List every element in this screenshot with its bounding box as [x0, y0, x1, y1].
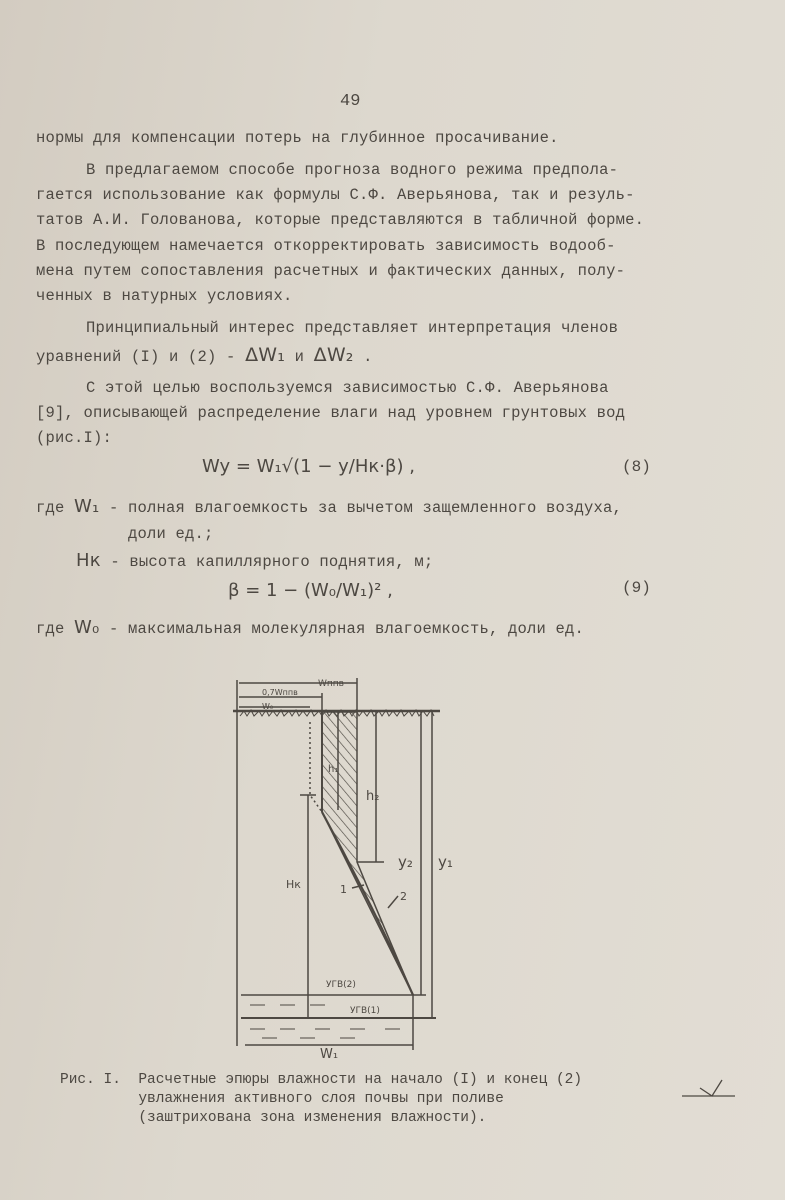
text-line: мена путем сопоставления расчетных и фактических данных, полу-	[36, 262, 626, 280]
equation-number: (9)	[622, 579, 651, 597]
symbol: W₁	[74, 496, 100, 517]
label-hk: Hк	[286, 878, 301, 891]
label-w0: W₀	[262, 702, 274, 711]
text-fragment: уравнений (I) и (2) -	[36, 348, 236, 366]
text-line: татов А.И. Голованова, которые представляются в табличной форме.	[36, 211, 645, 229]
figure-caption-line: увлажнения активного слоя почвы при поливе	[60, 1091, 504, 1107]
text-fragment: - полная влагоемкость за вычетом защемленного воздуха,	[108, 499, 623, 517]
delta-w2: ΔW₂	[313, 344, 354, 366]
label-curve-2: 2	[400, 890, 407, 903]
label-y2: y₂	[398, 853, 413, 871]
text-fragment: - максимальная молекулярная влагоемкость, доли ед.	[108, 620, 585, 638]
label-y1: y₁	[438, 853, 453, 871]
label-curve-1: 1	[340, 883, 347, 896]
text-line: В последующем намечается откорректировать зависимость водооб-	[36, 237, 616, 255]
label-07wnne: 0,7Wппв	[262, 688, 298, 697]
label-h1: h₁	[328, 764, 339, 775]
equation-number: (8)	[622, 458, 651, 476]
label-h2: h₂	[366, 789, 380, 804]
symbol: W₀	[74, 617, 100, 638]
figure-caption-line: (заштрихована зона изменения влажности).	[60, 1110, 487, 1126]
text-line: Принципиальный интерес представляет интерпретация членов	[86, 319, 619, 337]
text-line: (рис.I):	[36, 429, 113, 447]
text-line: гается использование как формулы С.Ф. Аверьянова, так и резуль-	[36, 186, 635, 204]
text-line: [9], описывающей распределение влаги над уровнем грунтовых вод	[36, 404, 626, 422]
text-line: нормы для компенсации потерь на глубинное просачивание.	[36, 129, 559, 147]
delta-w1: ΔW₁	[245, 344, 286, 366]
text-line: В предлагаемом способе прогноза водного режима предпола-	[86, 161, 619, 179]
text-line: С этой целью воспользуемся зависимостью С.Ф. Аверьянова	[86, 379, 609, 397]
dotted-profile	[310, 722, 322, 812]
label-w1: W₁	[320, 1047, 339, 1062]
text-fragment: - высота капиллярного поднятия, м;	[110, 553, 434, 571]
symbol: Hк	[76, 550, 101, 571]
equation-9: β = 1 − (W₀/W₁)² ,	[228, 580, 393, 601]
text-line: ченных в натурных условиях.	[36, 287, 293, 305]
label-wnne: Wппв	[318, 679, 344, 689]
figure-caption-line: Рис. I. Расчетные эпюры влажности на начало (I) и конец (2)	[60, 1072, 583, 1088]
definition-line: доли ед.;	[128, 525, 214, 543]
text-fragment: .	[363, 348, 373, 366]
text-fragment: где	[36, 620, 65, 638]
text-fragment: где	[36, 499, 65, 517]
label-ugv-2: УГВ(2)	[326, 980, 356, 990]
equation-8: Wy = W₁√(1 − y/Hк·β) ,	[202, 456, 415, 477]
label-ugv-1: УГВ(1)	[350, 1006, 380, 1016]
handwritten-mark	[682, 1080, 735, 1096]
page-number: 49	[340, 92, 361, 111]
text-fragment: и	[294, 348, 305, 366]
